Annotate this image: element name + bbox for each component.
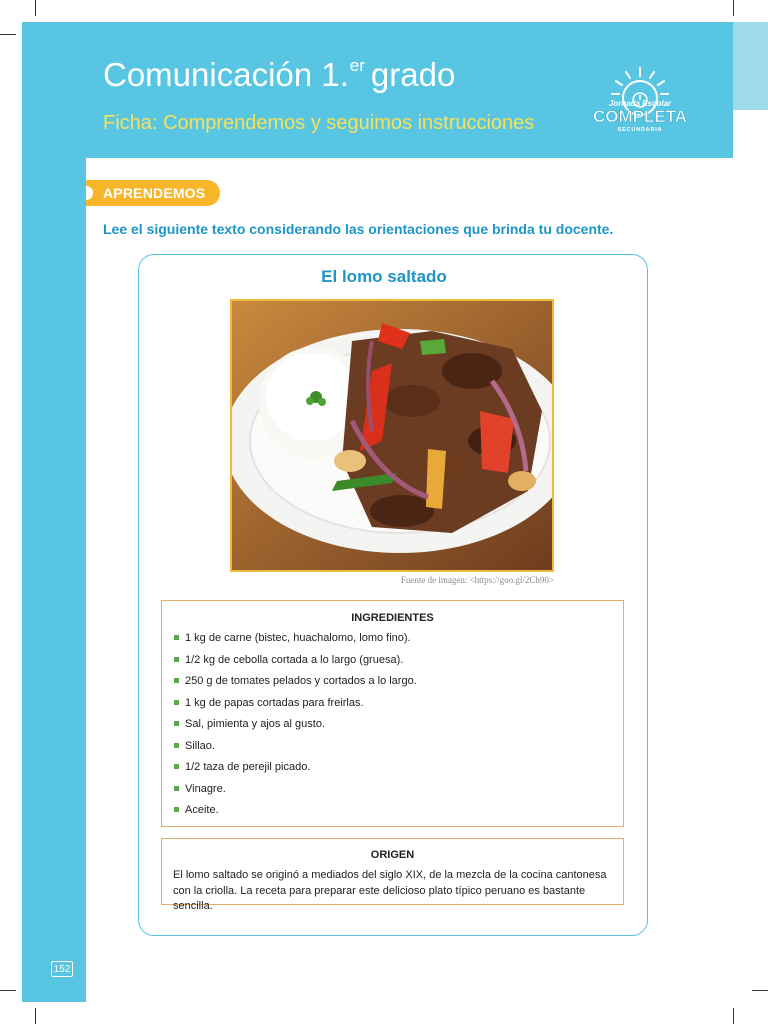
- crop-mark: [35, 0, 36, 16]
- bullet-icon: [174, 721, 179, 726]
- badge-marker: [86, 186, 93, 200]
- ingredients-box: [161, 600, 624, 827]
- list-item: 1/2 kg de cebolla cortada a lo largo (gruesa).: [174, 654, 417, 676]
- bullet-icon: [174, 807, 179, 812]
- left-color-band: [22, 22, 86, 1002]
- image-source-caption: Fuente de imagen: <https://goo.gl/2Cb90>: [400, 575, 554, 585]
- crop-mark: [752, 990, 768, 991]
- section-badge: [86, 180, 220, 206]
- origin-text: El lomo saltado se originó a mediados del siglo XIX, de la mezcla de la cocina cantonesa con la criolla. La receta para preparar este delicioso plato típico peruano es bastante sencilla.: [173, 869, 607, 912]
- list-item: Sillao.: [174, 740, 417, 762]
- svg-text:Jornada Escolar: Jornada Escolar: [608, 99, 672, 108]
- crop-mark: [0, 990, 16, 991]
- bullet-icon: [174, 700, 179, 705]
- bullet-icon: [174, 764, 179, 769]
- header-side-tab: [733, 22, 768, 110]
- page-title: Comunicación 1.$^{er}$ grado: [103, 56, 456, 93]
- crop-mark: [733, 0, 734, 16]
- section-badge-label: APRENDEMOS: [103, 185, 206, 201]
- list-item: Sal, pimienta y ajos al gusto.: [174, 718, 417, 740]
- page-subtitle: Ficha: Comprendemos y seguimos instrucciones: [103, 112, 535, 134]
- origin-box: [161, 838, 624, 912]
- bullet-icon: [174, 678, 179, 683]
- ingredients-list: [174, 632, 417, 826]
- bullet-icon: [174, 786, 179, 791]
- ingredients-title: INGREDIENTES: [351, 612, 434, 624]
- bullet-icon: [174, 743, 179, 748]
- title-superscript: er: [349, 56, 365, 75]
- svg-text:COMPLETA: COMPLETA: [592, 107, 688, 126]
- list-item: 1 kg de carne (bistec, huachalomo, lomo fino).: [174, 632, 417, 654]
- list-item: 1/2 taza de perejil picado.: [174, 761, 417, 783]
- list-item: Vinagre.: [174, 783, 417, 805]
- bullet-icon: [174, 635, 179, 640]
- origin-title: ORIGEN: [370, 849, 415, 861]
- lomo-saltado-photo: [230, 299, 554, 572]
- crop-mark: [35, 1008, 36, 1024]
- list-item: 1 kg de papas cortadas para freirlas.: [174, 697, 417, 719]
- bullet-icon: [174, 657, 179, 662]
- svg-text:SECUNDARIA: SECUNDARIA: [617, 127, 663, 133]
- crop-mark: [733, 1008, 734, 1024]
- dish-illustration: [232, 301, 552, 570]
- crop-mark: [0, 34, 16, 35]
- section-instruction: Lee el siguiente texto considerando las orientaciones que brinda tu docente.: [103, 221, 614, 237]
- list-item: Aceite.: [174, 804, 417, 826]
- article-title: El lomo saltado: [321, 267, 447, 286]
- jornada-escolar-completa-logo: [590, 64, 690, 136]
- page-number: 152: [51, 961, 73, 977]
- list-item: 250 g de tomates pelados y cortados a lo largo.: [174, 675, 417, 697]
